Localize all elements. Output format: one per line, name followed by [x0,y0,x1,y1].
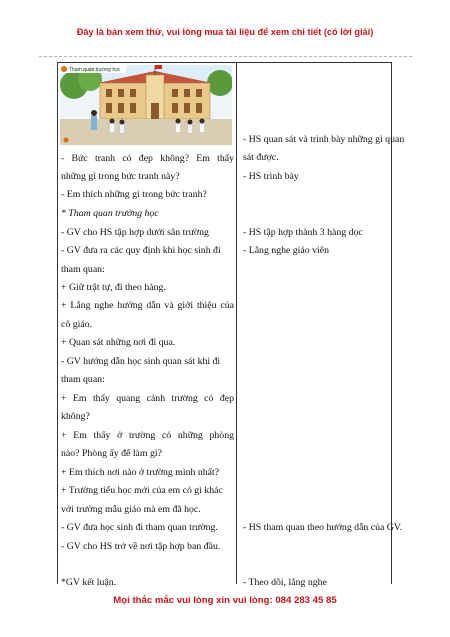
student-observe-cont: sát được. [243,152,279,163]
student-follow: - Theo dõi, lắng nghe [243,577,327,588]
question-picture-beauty: - Bức tranh có đẹp không? Em thấy [61,153,234,164]
rule-observe: + Quan sát những nơi đi qua. [61,337,176,348]
table-column-divider [236,62,237,584]
student-listen-teacher: - Lắng nghe giáo viên [243,245,329,256]
activity-conclusion: *GV kết luận. [61,577,117,588]
rule-listen: + Lắng nghe hướng dẫn và giới thiệu của [61,300,234,311]
student-present: - HS trình bày [243,171,299,182]
school-illustration [60,65,232,145]
student-line-up: - HS tập hợp thành 3 hàng dọc [243,227,363,238]
section-school-tour: * Tham quan trường học [61,208,159,219]
guide-question-favorite: + Em thích nơi nào ở trường mình nhất? [61,467,220,478]
question-picture-beauty-cont: những gì trong bức tranh này? [61,171,180,182]
contact-notice: Mọi thắc mắc vui lòng xin vui lòng: 084 283 45 85 [113,595,337,606]
student-observe: - HS quan sát và trình bày những gì quan [243,134,405,145]
guide-question-difference: + Trường tiểu học mới của em có gì khác [61,485,223,496]
activity-rules-cont: tham quan: [61,264,105,275]
activity-gather: - GV cho HS tập hợp dưới sân trường [61,227,209,238]
activity-guide: - GV hướng dẫn học sinh quan sát khi đi [61,356,221,367]
rule-order: + Giữ trật tự, đi theo hàng. [61,282,166,293]
activity-return: - GV cho HS trở về nơi tập hợp ban đầu. [61,541,221,552]
guide-question-rooms: + Em thấy ở trường có những phòng [61,430,234,441]
guide-question-scenery: + Em thấy quang cảnh trường có đẹp [61,393,234,404]
illustration-caption: Tham quan trường học [69,67,121,74]
preview-notice: Đây là bản xem thử, vui lòng mua tài liệu để xem chi tiết (có lời giải) [76,27,374,37]
table-top-border [57,62,391,63]
activity-tour: - GV đưa học sinh đi tham quan trường. [61,522,218,533]
student-tour: - HS tham quan theo hướng dẫn của GV. [243,522,403,533]
guide-question-scenery-cont: không? [61,411,90,422]
question-picture-like: - Em thích những gì trong bức tranh? [61,189,207,200]
table-left-border [57,62,58,584]
guide-question-rooms-cont: nào? Phòng ấy để làm gì? [61,448,162,459]
activity-rules: - GV đưa ra các quy định khi học sinh đi [61,245,221,256]
activity-guide-cont: tham quan: [61,374,105,385]
guide-question-difference-cont: với trường mẫu giáo mà em đã học. [61,504,201,515]
rule-listen-cont: cô giáo. [61,319,93,330]
separator-line [39,56,412,57]
